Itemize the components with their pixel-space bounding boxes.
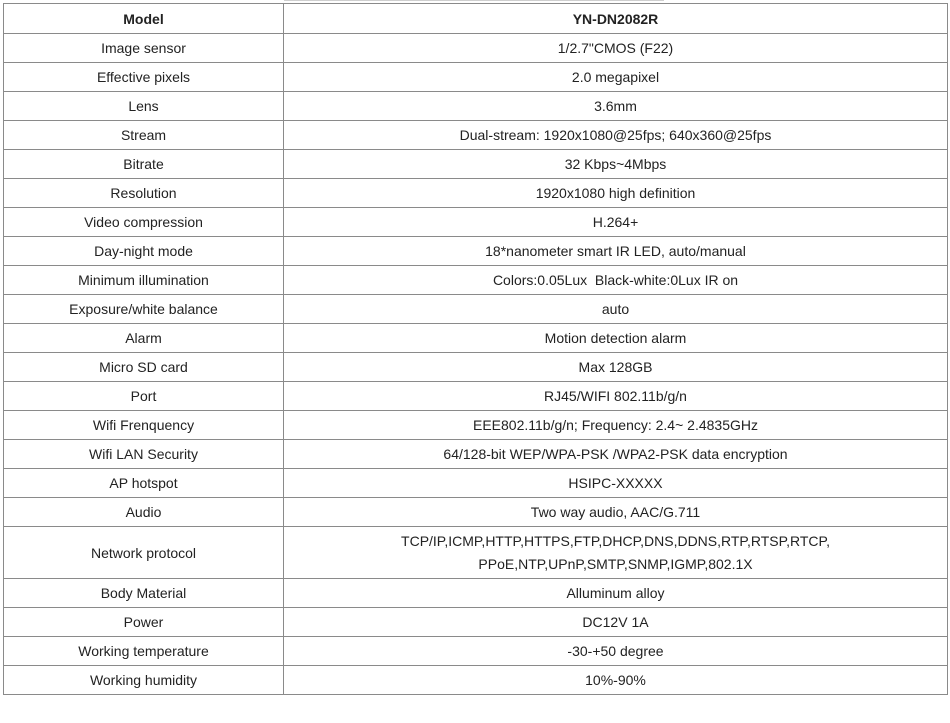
table-row [4,208,948,237]
table-row [4,637,948,666]
row-label: Power [4,608,284,637]
row-value [284,527,948,579]
table-row [4,237,948,266]
row-label: Audio [4,498,284,527]
table-row [4,579,948,608]
row-value: Colors:0.05Lux Black-white:0Lux IR on [284,266,948,295]
row-label: Effective pixels [4,63,284,92]
table-row [4,608,948,637]
row-label: Network protocol [4,527,284,579]
spec-table [3,3,948,695]
row-value: H.264+ [284,208,948,237]
header-label-cell: Model [4,4,284,34]
row-value: 10%-90% [284,666,948,695]
row-value: 64/128-bit WEP/WPA-PSK /WPA2-PSK data encryption [284,440,948,469]
table-row [4,353,948,382]
table-row [4,324,948,353]
row-value: 1920x1080 high definition [284,179,948,208]
row-label: Working temperature [4,637,284,666]
row-label: Day-night mode [4,237,284,266]
table-row [4,666,948,695]
row-value: Dual-stream: 1920x1080@25fps; 640x360@25fps [284,121,948,150]
row-value: 32 Kbps~4Mbps [284,150,948,179]
row-label: Working humidity [4,666,284,695]
table-row [4,498,948,527]
row-label: Minimum illumination [4,266,284,295]
row-label: Exposure/white balance [4,295,284,324]
row-label: Lens [4,92,284,121]
table-row [4,34,948,63]
top-divider [284,0,664,1]
row-label: AP hotspot [4,469,284,498]
row-value: auto [284,295,948,324]
table-row [4,527,948,579]
header-value-cell: YN-DN2082R [284,4,948,34]
row-value: EEE802.11b/g/n; Frequency: 2.4~ 2.4835GHz [284,411,948,440]
row-label: Image sensor [4,34,284,63]
row-label: Stream [4,121,284,150]
row-label: Resolution [4,179,284,208]
row-label: Video compression [4,208,284,237]
table-header-row [4,4,948,34]
table-row [4,382,948,411]
table-row [4,179,948,208]
row-value: RJ45/WIFI 802.11b/g/n [284,382,948,411]
table-row [4,150,948,179]
row-value: -30-+50 degree [284,637,948,666]
row-label: Micro SD card [4,353,284,382]
table-row [4,63,948,92]
row-value: Max 128GB [284,353,948,382]
row-value: Alluminum alloy [284,579,948,608]
table-row [4,121,948,150]
row-value: Motion detection alarm [284,324,948,353]
row-value: 3.6mm [284,92,948,121]
row-value: DC12V 1A [284,608,948,637]
table-row [4,411,948,440]
row-value: 18*nanometer smart IR LED, auto/manual [284,237,948,266]
row-value: HSIPC-XXXXX [284,469,948,498]
table-row [4,92,948,121]
table-row [4,469,948,498]
row-value: 1/2.7"CMOS (F22) [284,34,948,63]
row-label: Wifi Frenquency [4,411,284,440]
row-value-line: TCP/IP,ICMP,HTTP,HTTPS,FTP,DHCP,DNS,DDNS,RTP,RTSP,RTCP, [401,532,830,549]
table-row [4,266,948,295]
row-value-line: PPoE,NTP,UPnP,SMTP,SNMP,IGMP,802.1X [478,555,753,572]
row-label: Bitrate [4,150,284,179]
row-label: Body Material [4,579,284,608]
row-label: Wifi LAN Security [4,440,284,469]
table-row [4,440,948,469]
table-row [4,295,948,324]
row-label: Port [4,382,284,411]
row-value: 2.0 megapixel [284,63,948,92]
row-label: Alarm [4,324,284,353]
row-value: Two way audio, AAC/G.711 [284,498,948,527]
